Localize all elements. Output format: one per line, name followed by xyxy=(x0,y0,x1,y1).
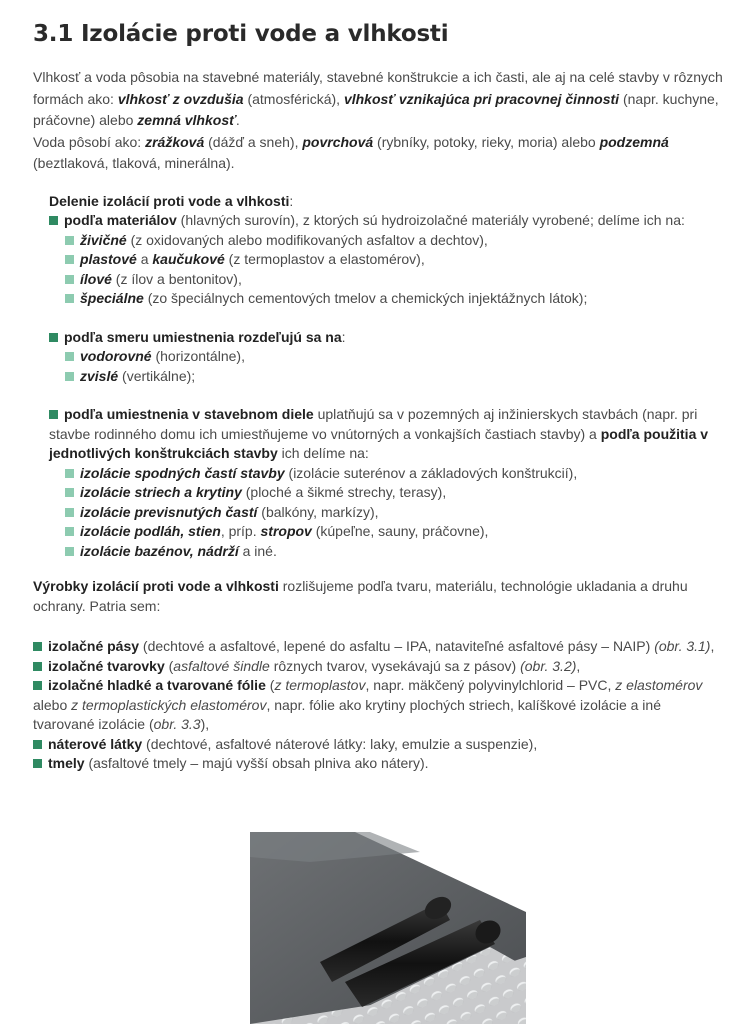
text: (kúpeľne, sauny, práčovne), xyxy=(311,523,489,539)
text: . xyxy=(235,112,240,128)
term: ílové xyxy=(80,270,112,287)
square-bullet-icon xyxy=(49,333,58,342)
text: rozlišujeme podľa tvaru, materiálu, technológie ukladania a druhu ochrany. Patria sem: xyxy=(33,578,688,614)
term: plastové xyxy=(80,251,137,267)
material-subitem xyxy=(65,289,723,309)
term: zrážková xyxy=(145,133,205,150)
term: izolačné hladké a tvarované fólie xyxy=(48,677,266,693)
text: (z oxidovaných alebo modifikovaných asfaltov a dechtov), xyxy=(126,231,488,248)
text: (hlavných surovín), z ktorých sú hydroizolačné materiály vyrobené; delíme ich na: xyxy=(176,212,685,228)
text: alebo xyxy=(33,696,72,713)
product-item xyxy=(33,676,723,735)
direction-item xyxy=(49,328,723,348)
term: náterové látky xyxy=(48,735,143,752)
square-bullet-icon xyxy=(65,547,74,556)
product-item xyxy=(33,735,723,755)
intro-paragraph-1 xyxy=(33,67,723,132)
italic-text: z termoplastických elastomérov xyxy=(71,696,267,713)
text: : xyxy=(289,192,294,209)
square-bullet-icon xyxy=(65,372,74,381)
text: uplatňujú sa v pozemných aj inžinierskych stavbách (napr. pri stavbe rodinného domu ich umiestňujeme vo vnútorných a vonkajších častiach stavby) a xyxy=(49,406,698,442)
text: (vertikálne); xyxy=(118,367,196,384)
text: (z termoplastov a elastomérov), xyxy=(224,251,425,267)
term: povrchová xyxy=(302,133,374,150)
text: a xyxy=(136,251,153,267)
text: (zo špeciálnych cementových tmelov a chemických injektážnych látok); xyxy=(143,290,588,306)
term: izolácie striech a krytiny xyxy=(80,484,242,500)
text: (atmosférická), xyxy=(243,90,344,107)
membrane-roll-illustration xyxy=(250,832,526,1024)
text: , napr. fólie ako krytiny plochých striech, kalíškové izolácie a iné tvarované izolácie ( xyxy=(33,696,661,732)
direction-subitem xyxy=(65,347,723,367)
square-bullet-icon xyxy=(65,488,74,497)
text: , príp. xyxy=(220,523,261,539)
term: izolácie spodných častí stavby xyxy=(80,464,285,481)
text: (beztlaková, tlaková, minerálna). xyxy=(33,155,235,171)
membrane-roll-photo xyxy=(250,832,526,1024)
term: izolácie bazénov, nádrží xyxy=(80,542,239,559)
text: (horizontálne), xyxy=(151,348,245,364)
label: podľa umiestnenia v stavebnom diele xyxy=(64,406,314,422)
direction-subitem xyxy=(65,367,723,387)
term: zvislé xyxy=(80,367,119,384)
text: ), xyxy=(200,716,210,732)
text: ich delíme na: xyxy=(277,445,369,461)
square-bullet-icon xyxy=(33,642,42,651)
square-bullet-icon xyxy=(33,759,42,768)
term: živičné xyxy=(80,231,127,248)
intro-paragraph-2 xyxy=(33,132,723,175)
label: podľa použitia v jednotlivých konštrukciách stavby xyxy=(49,425,709,461)
italic-text: z elastomérov xyxy=(615,677,703,693)
products-list xyxy=(33,637,723,774)
text: (balkóny, markízy), xyxy=(257,503,379,520)
square-bullet-icon xyxy=(33,740,42,749)
text: Voda pôsobí ako: xyxy=(33,133,146,150)
term: tmely xyxy=(48,755,85,771)
square-bullet-icon xyxy=(65,255,74,264)
text: : xyxy=(341,328,346,345)
square-bullet-icon xyxy=(49,410,58,419)
products-intro xyxy=(33,577,723,616)
spacer xyxy=(49,386,723,405)
product-item xyxy=(33,637,723,657)
material-item xyxy=(49,211,723,231)
term: podzemná xyxy=(599,133,669,150)
material-subitem xyxy=(65,231,723,251)
term: izolácie previsnutých častí xyxy=(80,503,258,520)
figure-reference: (obr. 3.1) xyxy=(654,638,711,654)
square-bullet-icon xyxy=(65,236,74,245)
division-title xyxy=(49,192,723,212)
location-subitem xyxy=(65,522,723,542)
product-item xyxy=(33,754,723,774)
square-bullet-icon xyxy=(65,275,74,284)
term: izolácie podláh, stien xyxy=(80,523,221,539)
italic-text: asfaltové šindle xyxy=(173,657,270,674)
spacer xyxy=(49,309,723,328)
term: vodorovné xyxy=(80,348,152,364)
material-subitem xyxy=(65,250,723,270)
text: ( xyxy=(164,657,174,674)
term: vlhkosť z ovzdušia xyxy=(117,90,244,107)
italic-text: z termoplastov xyxy=(274,677,366,693)
square-bullet-icon xyxy=(65,527,74,536)
intro-text xyxy=(33,67,723,175)
term: kaučukové xyxy=(152,251,225,267)
text: Vlhkosť a voda pôsobia na stavebné materiály, stavebné konštrukcie a ich časti, ale aj na celé stavby v rôznych formách ako: xyxy=(33,69,723,107)
label: Výrobky izolácií proti vode a vlhkosti xyxy=(33,578,279,594)
label: podľa smeru umiestnenia rozdeľujú sa na xyxy=(64,328,342,345)
location-subitem xyxy=(65,464,723,484)
square-bullet-icon xyxy=(33,681,42,690)
division-section xyxy=(49,192,723,562)
text: , xyxy=(710,638,715,654)
figure-reference: obr. 3.3 xyxy=(153,716,201,732)
text: a iné. xyxy=(238,542,277,559)
text: (napr. kuchyne, práčovne) alebo xyxy=(33,90,719,128)
text: , napr. mäkčený polyvinylchlorid – PVC, xyxy=(365,677,616,693)
text: (z ílov a bentonitov), xyxy=(111,270,242,287)
text: (izolácie suterénov a základových konštrukcií), xyxy=(284,464,578,481)
square-bullet-icon xyxy=(49,216,58,225)
label: podľa materiálov xyxy=(64,212,177,228)
square-bullet-icon xyxy=(65,352,74,361)
text: (dážď a sneh), xyxy=(204,133,303,150)
title-text: Delenie izolácií proti vode a vlhkosti xyxy=(49,192,290,209)
text: (rybníky, potoky, rieky, moria) alebo xyxy=(373,133,600,150)
location-subitem xyxy=(65,483,723,503)
figure-reference: (obr. 3.2) xyxy=(520,657,577,674)
square-bullet-icon xyxy=(33,662,42,671)
location-subitem xyxy=(65,542,723,562)
document-page xyxy=(33,18,723,774)
square-bullet-icon xyxy=(65,508,74,517)
text: , xyxy=(576,657,581,674)
material-subitem xyxy=(65,270,723,290)
section-heading: 3.1 Izolácie proti vode a vlhkosti xyxy=(33,21,449,47)
square-bullet-icon xyxy=(65,294,74,303)
text: (dechtové a asfaltové, lepené do asfaltu – IPA, nataviteľné asfaltové pásy – NAIP) xyxy=(139,638,655,654)
term: vlhkosť vznikajúca pri pracovnej činnosti xyxy=(343,90,620,107)
text: (dechtové, asfaltové náterové látky: laky, emulzie a suspenzie), xyxy=(142,735,538,752)
location-subitem xyxy=(65,503,723,523)
text: (asfaltové tmely – majú vyšší obsah plniva ako nátery). xyxy=(84,755,429,771)
term: izolačné pásy xyxy=(48,638,140,654)
text: rôznych tvarov, vysekávajú sa z pásov) xyxy=(269,657,521,674)
text: (ploché a šikmé strechy, terasy), xyxy=(241,484,447,500)
term: stropov xyxy=(260,523,312,539)
product-item xyxy=(33,657,723,677)
term: izolačné tvarovky xyxy=(48,657,165,674)
term: špeciálne xyxy=(80,290,144,306)
text: ( xyxy=(265,677,275,693)
square-bullet-icon xyxy=(65,469,74,478)
term: zemná vlhkosť xyxy=(137,112,236,128)
location-item xyxy=(49,405,723,464)
products-section xyxy=(33,577,723,774)
